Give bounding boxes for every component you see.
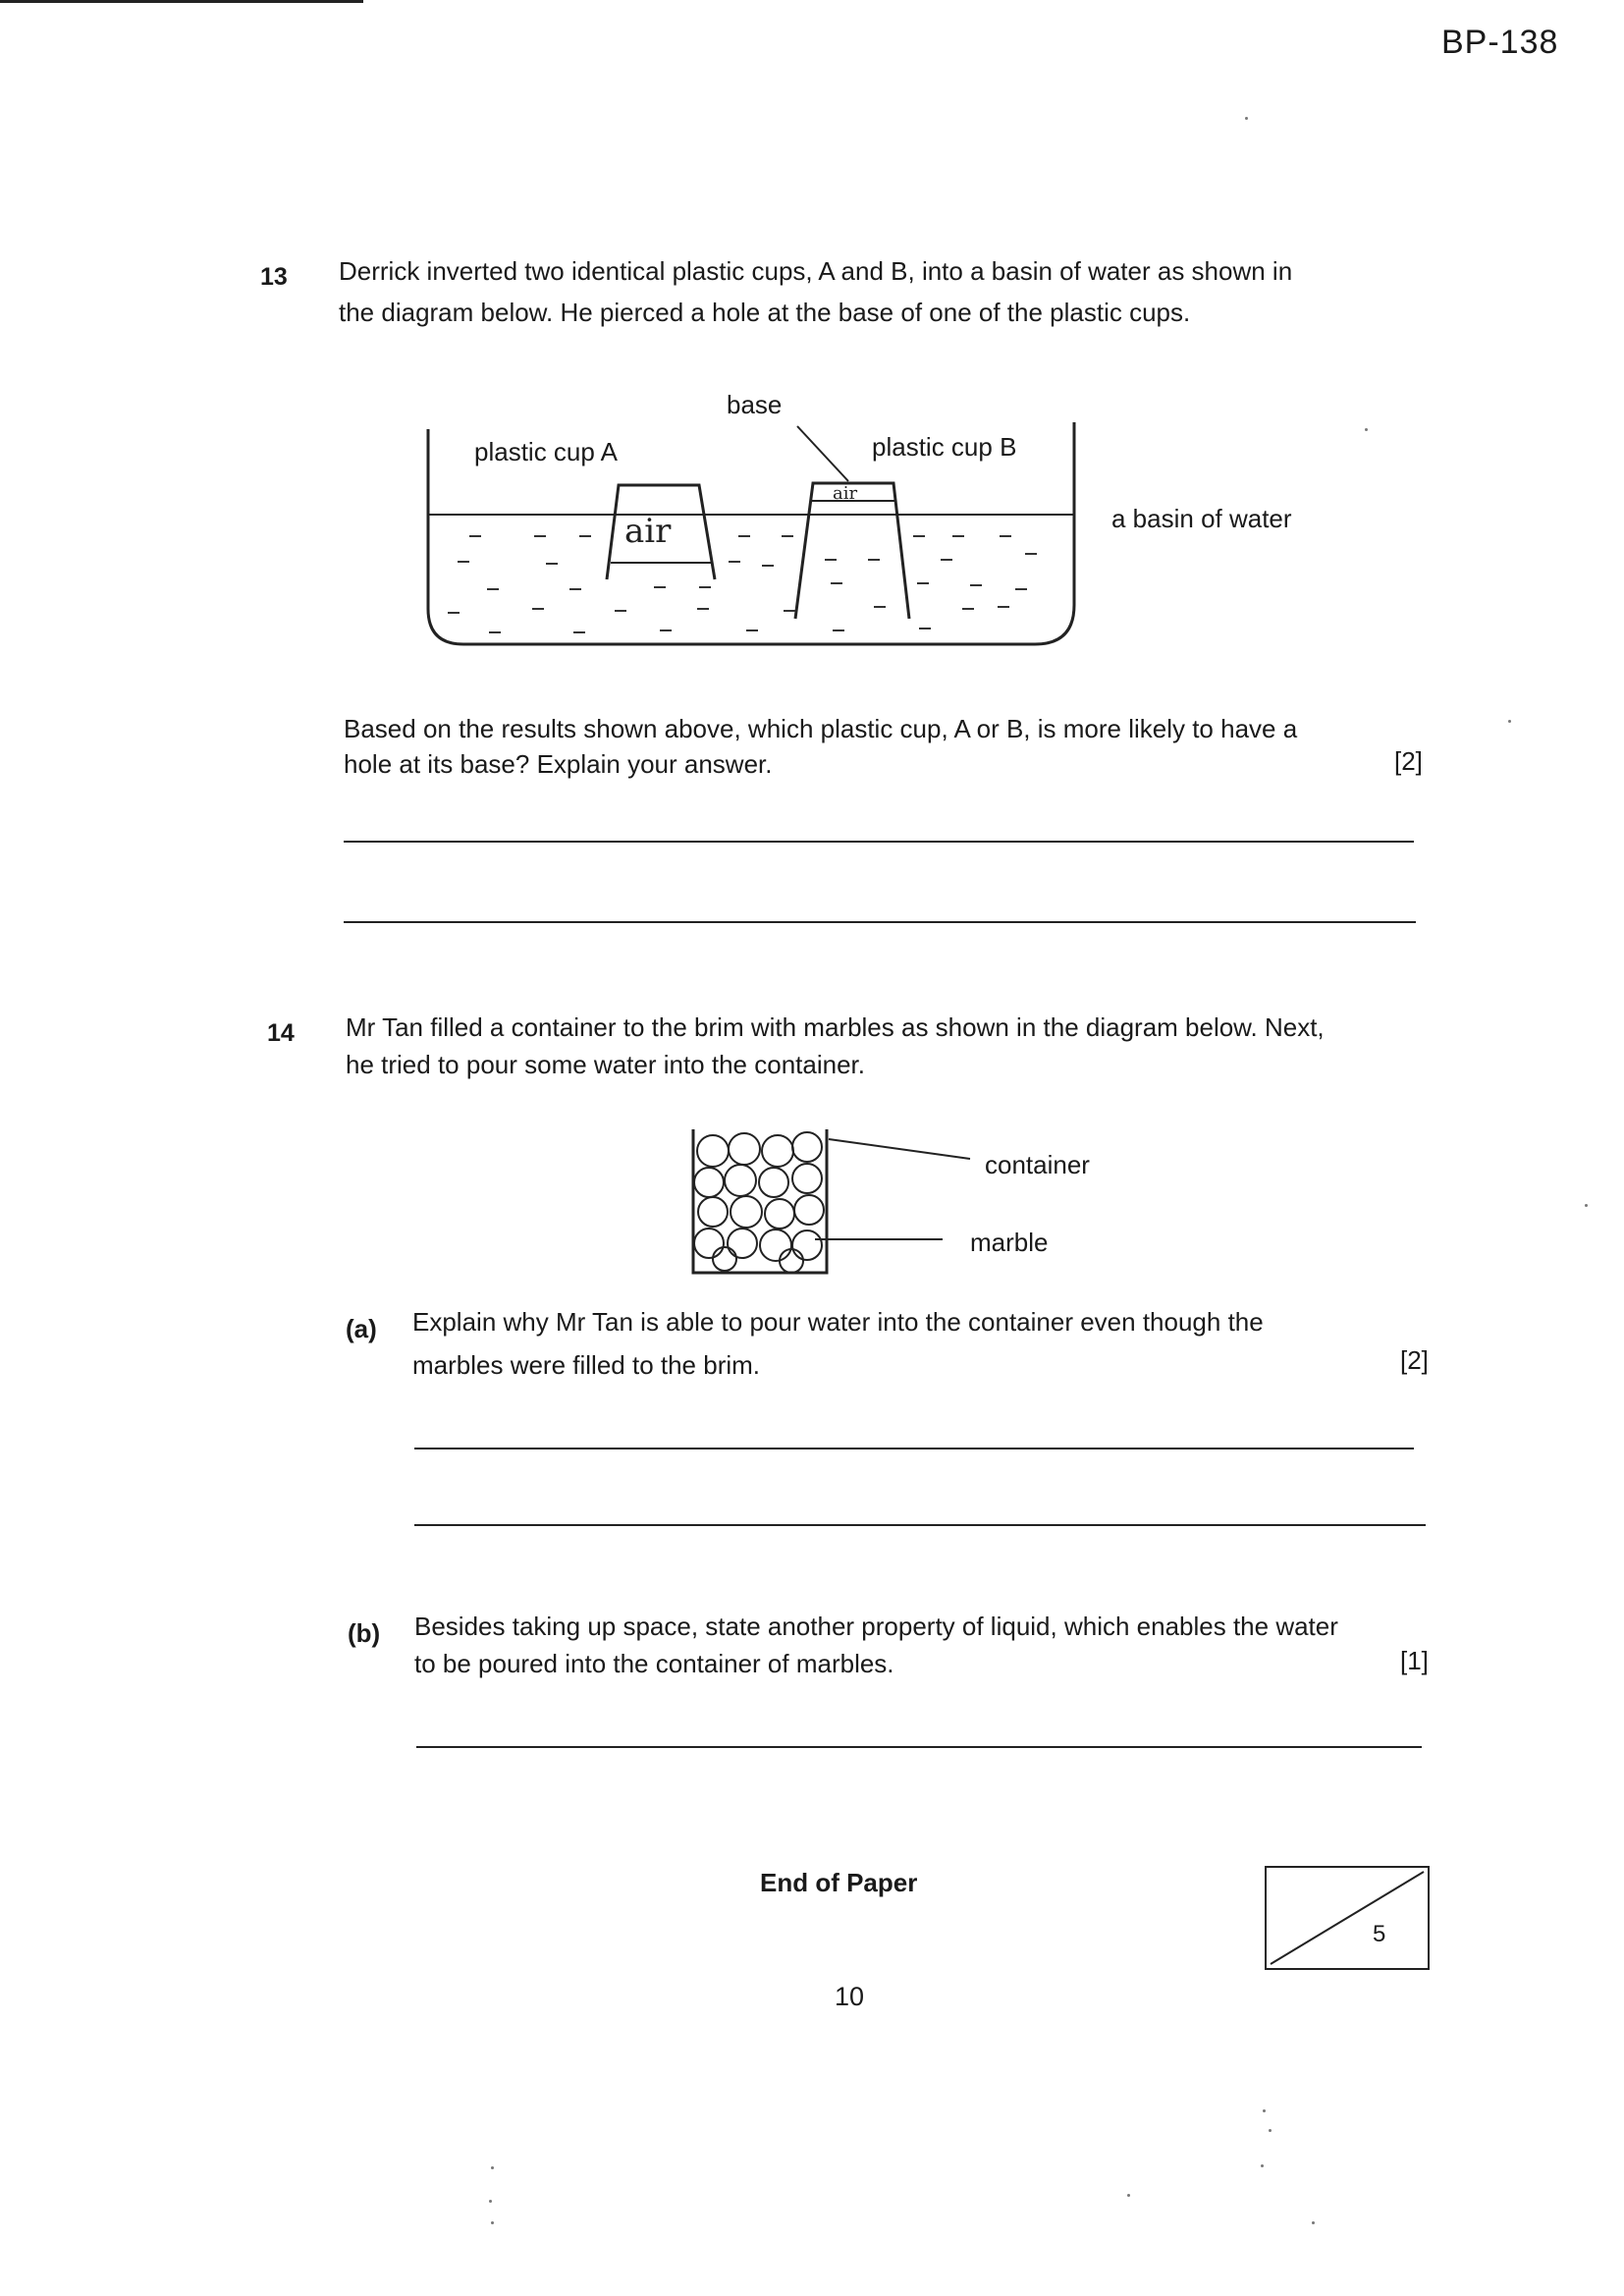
q14b-answer-line-1[interactable]: [416, 1746, 1422, 1748]
scan-speck: [1263, 2109, 1266, 2112]
scan-speck: [1269, 2129, 1272, 2132]
scan-speck: [1312, 2221, 1315, 2224]
page-number: 10: [835, 1982, 865, 2011]
label-container: container: [985, 1150, 1090, 1179]
label-plastic-cup-b: plastic cup B: [872, 432, 1017, 462]
q13-number: 13: [260, 263, 288, 291]
q14b-line2: to be poured into the container of marbles.: [414, 1649, 894, 1678]
q14-text-line1: Mr Tan filled a container to the brim with marbles as shown in the diagram below. Next,: [346, 1012, 1325, 1042]
container-pointer: [829, 1139, 970, 1159]
q13-question-line2: hole at its base? Explain your answer.: [344, 749, 773, 779]
cup-b-air-text: air: [833, 483, 858, 504]
scan-speck: [1585, 1204, 1588, 1207]
q14a-line1: Explain why Mr Tan is able to pour water into the container even though the: [412, 1307, 1264, 1337]
q14a-label: (a): [346, 1314, 377, 1343]
label-base: base: [727, 390, 783, 419]
label-marble: marble: [970, 1228, 1049, 1257]
marbles: [694, 1132, 824, 1273]
scan-speck: [1261, 2164, 1264, 2167]
score-box-diagonal: [1267, 1868, 1428, 1968]
cup-a-air-text: air: [624, 512, 672, 551]
scan-speck: [1508, 720, 1511, 723]
q13-question-line1: Based on the results shown above, which plastic cup, A or B, is more likely to have a: [344, 714, 1298, 743]
scan-speck: [1127, 2194, 1130, 2197]
q14a-answer-line-2[interactable]: [414, 1524, 1426, 1526]
q14a-answer-line-1[interactable]: [414, 1448, 1414, 1449]
label-plastic-cup-a: plastic cup A: [474, 437, 618, 466]
score-box-total: 5: [1373, 1921, 1386, 1947]
q14a-marks: [2]: [1400, 1345, 1429, 1375]
q13-text-line1: Derrick inverted two identical plastic cups, A and B, into a basin of water as shown in: [339, 256, 1293, 286]
label-basin-of-water: a basin of water: [1111, 504, 1292, 533]
scan-speck: [1365, 428, 1368, 431]
page-code: BP-138: [1441, 24, 1559, 61]
q13-text-line2: the diagram below. He pierced a hole at the base of one of the plastic cups.: [339, 298, 1191, 327]
score-box: [1265, 1866, 1430, 1970]
scan-speck: [489, 2200, 492, 2203]
scan-speck: [491, 2166, 494, 2169]
scan-speck: [491, 2221, 494, 2224]
q14a-line2: marbles were filled to the brim.: [412, 1350, 761, 1380]
q14b-label: (b): [348, 1618, 381, 1648]
q14-number: 14: [267, 1019, 295, 1047]
q13-marks: [2]: [1394, 746, 1423, 776]
q14b-line1: Besides taking up space, state another property of liquid, which enables the water: [414, 1612, 1338, 1641]
q14b-marks: [1]: [1400, 1646, 1429, 1675]
q14-text-line2: he tried to pour some water into the container.: [346, 1050, 865, 1079]
scan-speck: [1245, 117, 1248, 120]
end-of-paper: End of Paper: [760, 1868, 918, 1897]
